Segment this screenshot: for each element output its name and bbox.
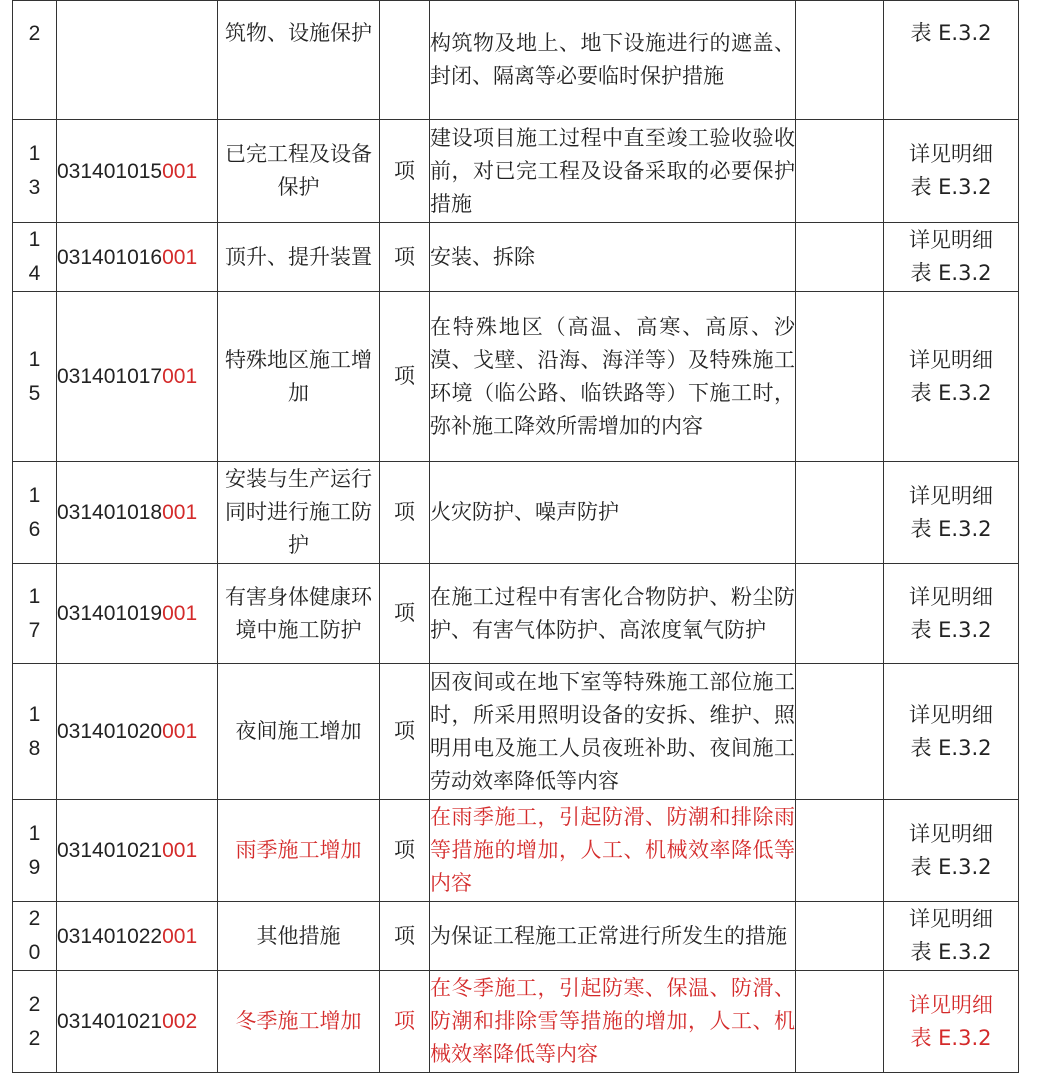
note-line-2: 表 E.3.2	[910, 380, 992, 405]
code-base: 031401020	[57, 720, 163, 743]
note-line-1: 详见明细	[909, 142, 993, 166]
note-line-1: 详见明细	[909, 702, 993, 727]
note-cell	[884, 1, 1019, 120]
table-row	[13, 664, 1019, 800]
row-number-digit: 4	[28, 262, 41, 285]
note-line-2: 表 E.3.2	[910, 175, 992, 199]
blank-cell	[796, 120, 884, 223]
note-cell	[884, 664, 1019, 800]
blank-cell	[796, 564, 884, 664]
row-number-digit: 5	[28, 381, 41, 405]
item-name-cell: 冬季施工增加	[218, 971, 380, 1073]
note-cell	[884, 564, 1019, 664]
code-suffix: 001	[162, 501, 198, 524]
code-suffix: 001	[162, 245, 198, 269]
unit-cell: 项	[380, 462, 430, 564]
note-line-2: 表 E.3.2	[910, 261, 992, 285]
table-row	[13, 800, 1019, 902]
row-number-digit: 1	[28, 347, 41, 371]
code-base: 031401019	[57, 602, 163, 625]
code-suffix: 002	[162, 1010, 198, 1033]
blank-cell	[796, 800, 884, 902]
work-content-cell: 火灾防护、噪声防护	[430, 462, 796, 564]
table-row	[13, 902, 1019, 971]
code-suffix: 001	[162, 720, 198, 743]
blank-cell	[796, 223, 884, 292]
note-line-1: 详见明细	[909, 821, 993, 846]
work-content-cell: 因夜间或在地下室等特殊施工部位施工时，所采用照明设备的安拆、维护、照明用电及施工人员夜班补助、夜间施工劳动效率降低等内容	[430, 664, 796, 800]
unit-cell: 项	[380, 223, 430, 292]
row-number-digit: 2	[28, 907, 41, 930]
row-number-cell	[13, 292, 57, 462]
row-number-digit: 2	[28, 992, 41, 1016]
table-row	[13, 223, 1019, 292]
note-cell	[884, 800, 1019, 902]
table-body	[13, 1, 1019, 1073]
note-line-2: 表 E.3.2	[910, 1025, 992, 1050]
work-content-cell: 在特殊地区（高温、高寒、高原、沙漠、戈壁、沿海、海洋等）及特殊施工环境（临公路、临铁路等）下施工时，弥补施工降效所需增加的内容	[430, 292, 796, 462]
row-number-digit: 1	[28, 142, 41, 165]
note-line-1: 详见明细	[909, 584, 993, 609]
row-number-cell	[13, 971, 57, 1073]
row-number-cell	[13, 120, 57, 223]
work-content-cell: 在施工过程中有害化合物防护、粉尘防护、有害气体防护、高浓度氧气防护	[430, 564, 796, 664]
row-number-cell	[13, 902, 57, 971]
row-number-digit: 2	[28, 1026, 41, 1050]
row-number-digit: 2	[28, 22, 41, 45]
note-cell	[884, 120, 1019, 223]
table-row	[13, 1, 1019, 120]
item-name-cell: 顶升、提升装置	[218, 223, 380, 292]
unit-cell: 项	[380, 971, 430, 1073]
row-number-cell	[13, 462, 57, 564]
item-name-cell: 已完工程及设备保护	[218, 120, 380, 223]
code-base: 031401017	[57, 365, 163, 388]
work-content-cell: 建设项目施工过程中直至竣工验收验收前，对已完工程及设备采取的必要保护措施	[430, 120, 796, 223]
item-name-cell: 筑物、设施保护	[218, 1, 380, 120]
code-base: 031401018	[57, 501, 163, 524]
row-number-cell	[13, 1, 57, 120]
code-cell	[57, 971, 218, 1073]
blank-cell	[796, 971, 884, 1073]
work-content-cell: 安装、拆除	[430, 223, 796, 292]
note-line-1: 详见明细	[909, 483, 993, 508]
note-cell	[884, 902, 1019, 971]
unit-cell	[380, 1, 430, 120]
note-line-2: 表 E.3.2	[910, 940, 992, 964]
note-line-2: 表 E.3.2	[910, 21, 992, 45]
row-number-digit: 1	[28, 821, 41, 845]
code-cell	[57, 292, 218, 462]
measures-table	[12, 0, 1019, 1073]
code-cell	[57, 462, 218, 564]
row-number-digit: 1	[28, 584, 41, 608]
row-number-cell	[13, 800, 57, 902]
table-row	[13, 120, 1019, 223]
row-number-digit: 8	[28, 736, 41, 760]
blank-cell	[796, 462, 884, 564]
row-number-cell	[13, 223, 57, 292]
row-number-digit: 3	[28, 176, 41, 199]
row-number-cell	[13, 564, 57, 664]
note-line-1: 详见明细	[909, 992, 993, 1017]
work-content-cell: 构筑物及地上、地下设施进行的遮盖、封闭、隔离等必要临时保护措施	[430, 1, 796, 120]
code-base: 031401021	[57, 839, 163, 862]
note-line-2: 表 E.3.2	[910, 854, 992, 879]
code-cell	[57, 800, 218, 902]
code-cell	[57, 564, 218, 664]
note-cell	[884, 462, 1019, 564]
unit-cell: 项	[380, 664, 430, 800]
note-line-2: 表 E.3.2	[910, 516, 992, 541]
row-number-cell	[13, 664, 57, 800]
unit-cell: 项	[380, 902, 430, 971]
item-name-cell: 雨季施工增加	[218, 800, 380, 902]
code-cell	[57, 664, 218, 800]
work-content-cell: 为保证工程施工正常进行所发生的措施	[430, 902, 796, 971]
item-name-cell: 安装与生产运行同时进行施工防护	[218, 462, 380, 564]
unit-cell: 项	[380, 292, 430, 462]
note-line-1: 详见明细	[909, 347, 993, 372]
code-suffix: 001	[162, 839, 198, 862]
note-line-1: 详见明细	[909, 228, 993, 252]
code-base: 031401015	[57, 159, 163, 183]
table-row	[13, 292, 1019, 462]
work-content-cell: 在雨季施工，引起防滑、防潮和排除雨等措施的增加，人工、机械效率降低等内容	[430, 800, 796, 902]
code-cell	[57, 120, 218, 223]
table-row	[13, 462, 1019, 564]
code-cell	[57, 223, 218, 292]
blank-cell	[796, 1, 884, 120]
item-name-cell: 特殊地区施工增加	[218, 292, 380, 462]
note-cell	[884, 223, 1019, 292]
blank-cell	[796, 292, 884, 462]
row-number-digit: 1	[28, 483, 41, 507]
note-line-2: 表 E.3.2	[910, 617, 992, 642]
note-cell	[884, 971, 1019, 1073]
row-number-digit: 1	[28, 702, 41, 726]
row-number-digit: 0	[28, 941, 41, 964]
code-suffix: 001	[162, 159, 198, 183]
work-content-cell: 在冬季施工，引起防寒、保温、防滑、防潮和排除雪等措施的增加，人工、机械效率降低等内容	[430, 971, 796, 1073]
note-line-2: 表 E.3.2	[910, 735, 992, 760]
blank-cell	[796, 664, 884, 800]
row-number-digit: 6	[28, 517, 41, 541]
item-name-cell: 其他措施	[218, 902, 380, 971]
code-base: 031401016	[57, 245, 163, 269]
blank-cell	[796, 902, 884, 971]
table-row	[13, 564, 1019, 664]
code-suffix: 001	[162, 924, 198, 948]
note-line-1: 详见明细	[909, 907, 993, 931]
code-suffix: 001	[162, 602, 198, 625]
unit-cell: 项	[380, 120, 430, 223]
code-suffix: 001	[162, 365, 198, 388]
item-name-cell: 有害身体健康环境中施工防护	[218, 564, 380, 664]
note-cell	[884, 292, 1019, 462]
unit-cell: 项	[380, 564, 430, 664]
code-cell	[57, 1, 218, 120]
code-base: 031401022	[57, 924, 163, 948]
code-base: 031401021	[57, 1010, 163, 1033]
code-cell	[57, 902, 218, 971]
unit-cell: 项	[380, 800, 430, 902]
table-row	[13, 971, 1019, 1073]
row-number-digit: 9	[28, 855, 41, 879]
row-number-digit: 7	[28, 618, 41, 642]
item-name-cell: 夜间施工增加	[218, 664, 380, 800]
row-number-digit: 1	[28, 228, 41, 251]
